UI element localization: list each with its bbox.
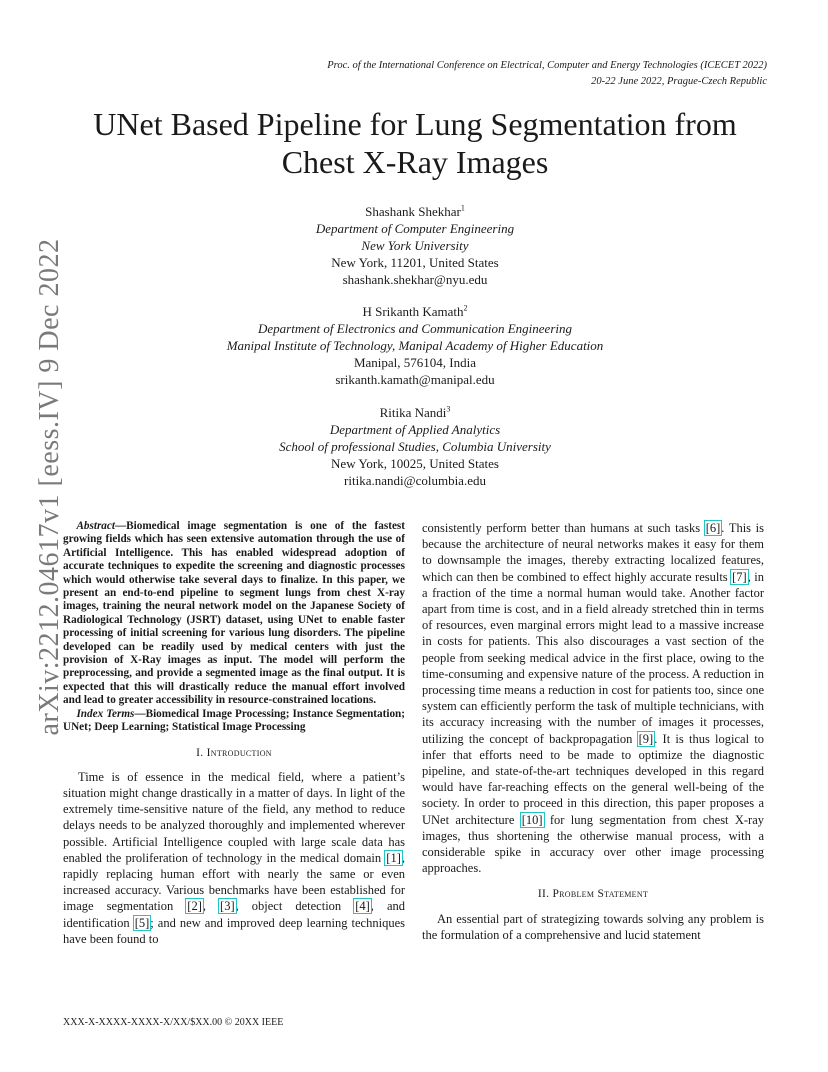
author-email: shashank.shekhar@nyu.edu xyxy=(342,272,488,287)
text-run: ; and new and improved deep learning techniques have been found to xyxy=(63,915,405,946)
citation-link[interactable]: [5] xyxy=(134,915,150,930)
section-title: Introduction xyxy=(206,746,272,759)
author-superscript: 2 xyxy=(463,303,468,313)
intro-paragraph-part-1 xyxy=(63,769,405,947)
author-name: H Srikanth Kamath xyxy=(362,304,464,319)
intro-paragraph-part-2 xyxy=(422,520,764,876)
text-run: , object detection xyxy=(235,899,355,914)
abstract-text: —Biomedical image segmentation is one of the fastest growing fields which has seen extensive automation through the use of Artificial Intelligence. This has enabled widespread adoption of accurate techniques to expedite the screening and diagnostic processes which would otherwise take several days to finalize. In this paper, we present an end-to-end pipeline to segment lungs from chest X-ray images, training the neural network model on the Japanese Society of Radiological Technology (JSRT) dataset, using UNet to enable faster processing of initial screening for various lung disorders. The pipeline developed can be readily used by medical centers with just the provision of X-Ray images as input. The model will perform the preprocessing, and provide a segmented image as the final output. It is expected that this will drastically reduce the manual effort involved and lead to greater accessibility in resource-constrained locations. xyxy=(63,520,405,707)
text-run: for lung segmentation from chest X-ray images, thus shortening the otherwise manual process, with a considerable spike in accuracy over other image processing approaches. xyxy=(422,812,764,876)
text-run: , rapidly replacing human effort with nearly the same or even increased accuracy. Various benchmarks have been established for image segmentation xyxy=(63,850,405,914)
text-run: , and identification xyxy=(63,899,406,930)
problem-paragraph: An essential part of strategizing towards solving any problem is the formulation of a comprehensive and lucid statement xyxy=(422,911,764,942)
author-department: Department of Electronics and Communication Engineering xyxy=(258,321,572,336)
conference-line-2: 20-22 June 2022, Prague-Czech Republic xyxy=(591,76,767,87)
author-name: Shashank Shekhar xyxy=(365,204,461,219)
author-block-3 xyxy=(60,404,770,489)
author-address: Manipal, 576104, India xyxy=(353,355,477,370)
author-email: srikanth.kamath@manipal.edu xyxy=(335,372,495,387)
section-heading-introduction xyxy=(63,745,405,761)
conference-line-1: Proc. of the International Conference on Electrical, Computer and Energy Technologies (ICECET 2022) xyxy=(327,60,767,71)
section-title: Problem Statement xyxy=(552,888,649,901)
abstract xyxy=(63,520,405,708)
citation-link[interactable]: [9] xyxy=(638,731,654,746)
author-institution: New York University xyxy=(361,238,469,253)
citation-link[interactable]: [7] xyxy=(732,569,747,584)
copyright-footer: XXX-X-XXXX-XXXX-X/XX/$XX.00 © 20XX IEEE xyxy=(63,1017,284,1028)
author-address: New York, 10025, United States xyxy=(331,456,499,471)
citation-link[interactable]: [6] xyxy=(705,521,721,535)
author-superscript: 3 xyxy=(446,404,451,414)
text-run: . It is thus logical to infer that efforts need to be made to optimize the diagnostic pipeline, and state-of-the-art techniques developed in this regard would have far-reaching effects on the general well-being of the society. In order to proceed in this direction, this paper proposes a UNet architecture xyxy=(422,731,764,827)
author-email: ritika.nandi@columbia.edu xyxy=(344,473,486,488)
text-run: Time is of essence in the medical field, where a patient’s situation might change drastically in a matter of days. In light of the extremely time-sensitive nature of the field, any method to reduce delays needs to be analyzed thoroughly and implemented wherever possible. Artificial Intelligence coupled with large scale data has enabled the proliferation of technology in the medical domain xyxy=(63,769,405,865)
author-institution: Manipal Institute of Technology, Manipal Academy of Higher Education xyxy=(226,338,604,353)
citation-link[interactable]: [3] xyxy=(220,899,235,914)
text-run: consistently perform better than humans at such tasks xyxy=(422,521,705,535)
author-department: Department of Computer Engineering xyxy=(315,221,515,236)
author-institution: School of professional Studies, Columbia University xyxy=(279,439,551,454)
index-terms-text: —Biomedical Image Processing; Instance Segmentation; UNet; Deep Learning; Statistical Image Processing xyxy=(63,707,405,734)
text-run: . This is because the architecture of neural networks makes it easy for them to downsample the images, thereby extracting localized features, which can then be combined to effect highly accurate results xyxy=(422,521,764,584)
author-block-1 xyxy=(60,203,770,288)
author-name: Ritika Nandi xyxy=(379,405,447,420)
section-number: II. xyxy=(537,888,553,901)
text-run: , xyxy=(202,899,220,914)
arxiv-stamp: arXiv:2212.04617v1 [eess.IV] 9 Dec 2022 xyxy=(34,238,65,736)
citation-link[interactable]: [10] xyxy=(521,812,543,827)
citation-link[interactable]: [1] xyxy=(386,850,401,865)
paper-title xyxy=(60,105,770,181)
author-department: Department of Applied Analytics xyxy=(329,422,501,437)
right-column xyxy=(422,520,764,943)
abstract-label: Abstract xyxy=(76,520,115,532)
title-line-1: UNet Based Pipeline for Lung Segmentation from xyxy=(93,106,737,142)
section-number: I. xyxy=(196,746,207,759)
author-block-2 xyxy=(60,303,770,388)
author-superscript: 1 xyxy=(460,203,465,213)
title-line-2: Chest X-Ray Images xyxy=(281,144,549,180)
citation-link[interactable]: [4] xyxy=(355,899,370,914)
section-heading-problem-statement xyxy=(422,886,764,902)
index-terms-label: Index Terms xyxy=(76,707,135,720)
text-run: , in a fraction of the time a normal human would take. Another factor apart from time is cost, and in a field already stretched thin in terms of resources, even marginal errors might lead to a massive increase in costs for patients. This also discourages a vast section of the people from seeking medical advice in the first place, owing to the time-consuming and expensive nature of the process. A reduction in processing time means a reduction in cost for patients too, since one system can efficiently perform the task of multiple technicians, with its accuracy increasing with the number of images it processes, utilizing the concept of backpropagation xyxy=(422,569,764,746)
left-column xyxy=(63,520,405,947)
citation-link[interactable]: [2] xyxy=(187,899,202,914)
author-address: New York, 11201, United States xyxy=(331,255,499,270)
index-terms xyxy=(63,708,405,735)
